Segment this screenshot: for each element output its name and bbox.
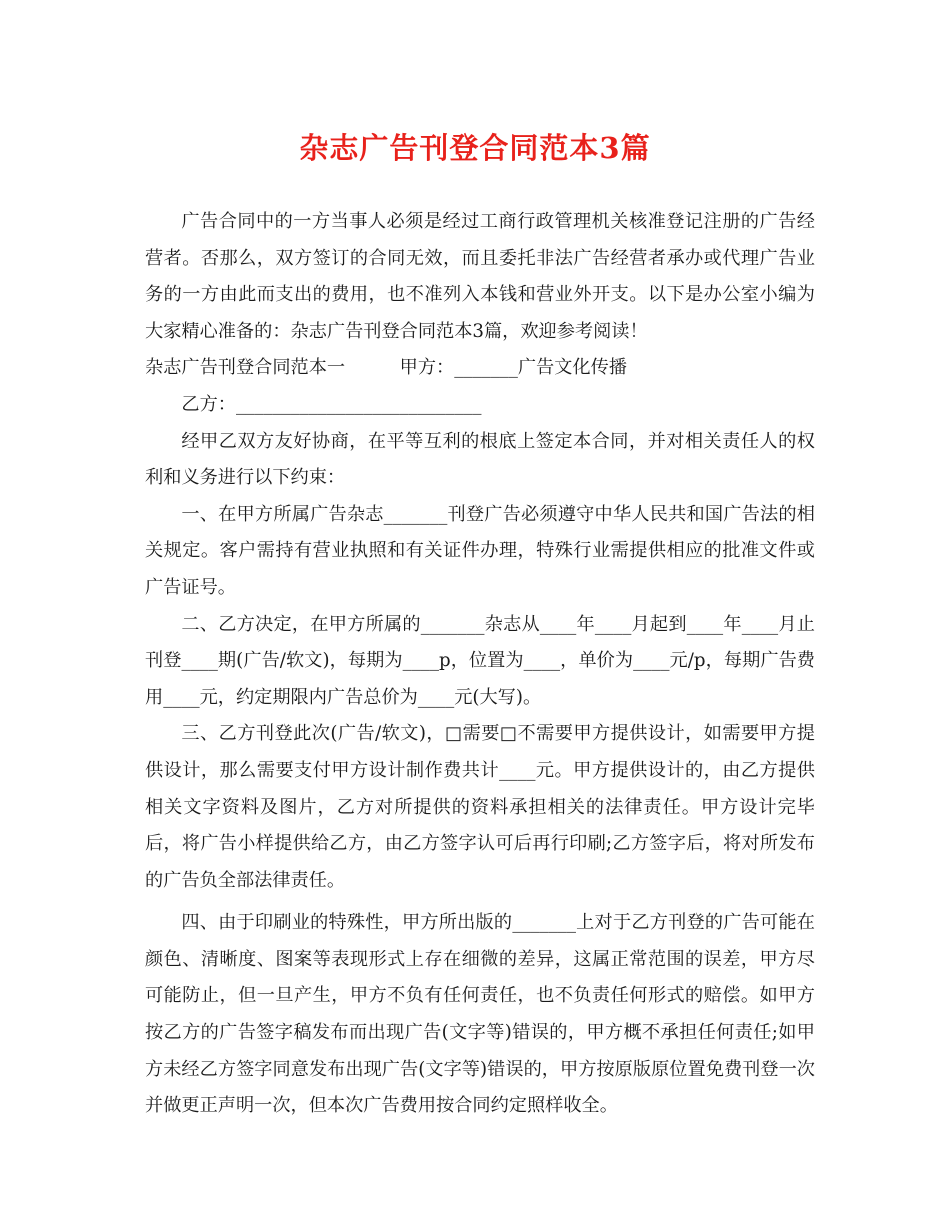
clause-4-paragraph: 四、由于印刷业的特殊性，甲方所出版的_______上对于乙方刊登的广告可能在颜色、清晰度、图案等表现形式上存在细微的差异，这属正常范围的误差，甲方尽可能防止，但一旦产生，甲方不负有任何责任，也不负责任何形式的赔偿。如甲方按乙方的广告签字稿发布而出现广告(文字等)错误的，甲方概不承担任何责任;如甲方未经乙方签字同意发布出现广告(文字等)错误的，甲方按原版原位置免费刊登一次并做更正声明一次，但本次广告费用按合同约定照样收全。 [145,912,815,1117]
document-body [145,204,815,1125]
clause-3-paragraph: 三、乙方刊登此次(广告/软文)，□需要□不需要甲方提供设计，如需要甲方提供设计，那么需要支付甲方设计制作费共计____元。甲方提供设计的，由乙方提供相关文字资料及图片，乙方对所提供的资料承担相关的法律责任。甲方设计完毕后，将广告小样提供给乙方，由乙方签字认可后再行印刷;乙方签字后，将对所发布的广告负全部法律责任。 [145,723,815,891]
clause-1-paragraph: 一、在甲方所属广告杂志_______刊登广告必须遵守中华人民共和国广告法的相关规定。客户需持有营业执照和有关证件办理，特殊行业需提供相应的批准文件或广告证号。 [145,503,815,598]
contract-one-heading: 杂志广告刊登合同范本一 甲方：_______广告文化传播 [145,357,627,379]
intro-paragraph: 广告合同中的一方当事人必须是经过工商行政管理机关核准登记注册的广告经营者。否那么，双方签订的合同无效，而且委托非法广告经营者承办或代理广告业务的一方由此而支出的费用，也不准列入本钱和营业外开支。以下是办公室小编为大家精心准备的：杂志广告刊登合同范本3篇，欢迎参考阅读！ [145,211,815,342]
clause-2-paragraph: 二、乙方决定，在甲方所属的_______杂志从____年____月起到____年____月止刊登____期(广告/软文)，每期为____p，位置为____，单价为____元/p，每期广告费用____元，约定期限内广告总价为____元(大写)。 [145,613,815,708]
preamble-paragraph: 经甲乙双方友好协商，在平等互利的根底上签定本合同，并对相关责任人的权利和义务进行以下约束： [145,430,815,489]
party-b-line: 乙方：___________________________ [181,393,482,415]
document-title: 杂志广告刊登合同范本3篇 [299,131,651,165]
